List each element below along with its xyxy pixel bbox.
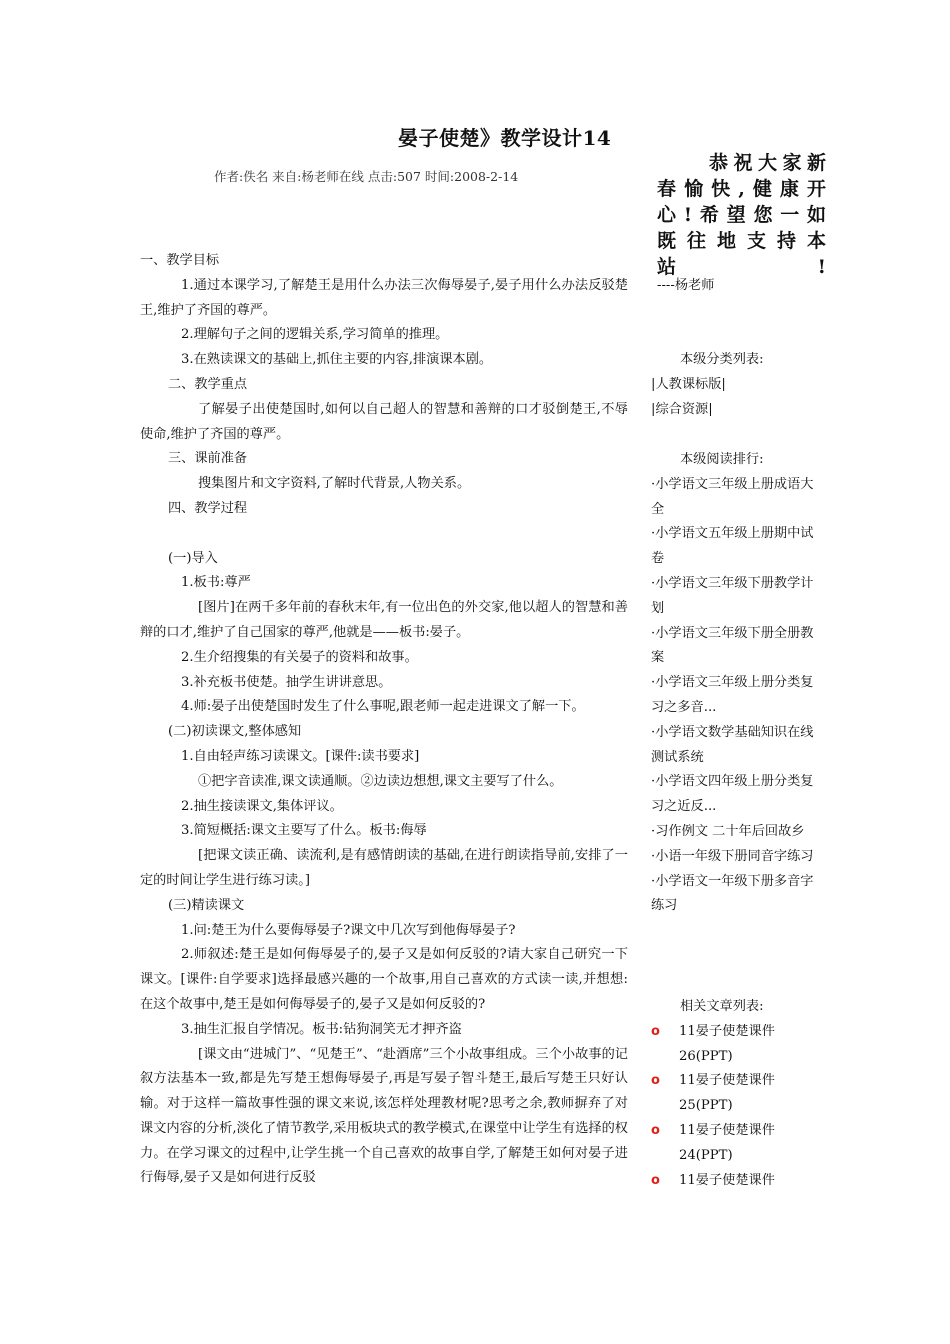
paragraph: 1.通过本课学习,了解楚王是用什么办法三次侮辱晏子,晏子用什么办法反驳楚王,维护了齐国的尊严。 <box>140 277 628 318</box>
section-heading: 三、课前准备 <box>168 451 248 467</box>
related-link[interactable] <box>651 1069 826 1119</box>
bullet-icon: o <box>651 1122 660 1138</box>
ranking-link[interactable]: ·小学语文三年级下册教学计划 <box>651 575 814 616</box>
article-meta: 作者:佚名 来自:杨老师在线 点击:507 时间:2008-2-14 <box>214 169 519 184</box>
paragraph: 4.师:晏子出使楚国时发生了什么事呢,跟老师一起走进课文了解一下。 <box>181 699 585 715</box>
related-link[interactable] <box>651 1119 826 1169</box>
bullet-icon: o <box>651 1073 660 1089</box>
paragraph: 3.简短概括:课文主要写了什么。板书:侮辱 <box>181 823 427 839</box>
section-heading: 二、教学重点 <box>168 376 248 392</box>
related-articles <box>651 995 826 1193</box>
ranking-title: 本级阅读排行: <box>680 452 764 467</box>
paragraph: 1.问:楚王为什么要侮辱晏子?课文中几次写到他侮辱晏子? <box>181 922 516 938</box>
ranking-link[interactable]: ·小学语文五年级上册期中试卷 <box>651 526 814 567</box>
paragraph: 1.自由轻声练习读课文。[课件:读书要求] <box>181 748 420 764</box>
paragraph: 1.板书:尊严 <box>181 575 251 591</box>
related-link-text[interactable]: 11晏子使楚课件25(PPT) <box>679 1073 775 1114</box>
related-title: 相关文章列表: <box>680 999 764 1014</box>
paragraph: ①把字音读准,课文读通顺。②边读边想想,课文主要写了什么。 <box>198 773 563 789</box>
paragraph: 搜集图片和文字资料,了解时代背景,人物关系。 <box>198 476 471 492</box>
paragraph: [课文由“进城门”、“见楚王”、“赴酒席”三个小故事组成。三个小故事的记叙方法基本一致,都是先写楚王想侮辱晏子,再是写晏子智斗楚王,最后写楚王只好认输。对于这样一篇故事性强的课文来说,该怎样处理教材呢?思考之余,教师摒弃了对课文内容的分析,淡化了情节教学,采用板块式的教学模式,在课堂中让学生有选择的权力。在学习课文的过程中,让学生挑一个自己喜欢的故事自学,了解楚王如何对晏子进行侮辱,晏子又是如何进行反驳 <box>140 1046 628 1186</box>
subsection-heading: (二)初读课文,整体感知 <box>168 724 302 740</box>
section-heading: 四、教学过程 <box>168 500 248 516</box>
related-link[interactable] <box>651 1169 826 1194</box>
greeting-line: 站 ! <box>657 256 827 278</box>
bullet-icon: o <box>651 1023 660 1039</box>
reading-ranking <box>651 448 826 919</box>
related-link-text[interactable]: 11晏子使楚课件 <box>679 1172 775 1188</box>
article-body <box>140 249 628 1191</box>
page-title: 晏子使楚》教学设计14 <box>398 126 612 150</box>
related-link-text[interactable]: 11晏子使楚课件24(PPT) <box>679 1122 775 1163</box>
greeting-line: 既往地支持本 <box>657 230 827 252</box>
ranking-link[interactable]: ·小学语文三年级下册全册教案 <box>651 625 814 666</box>
greeting-banner <box>657 150 827 280</box>
paragraph: 了解晏子出使楚国时,如何以自己超人的智慧和善辩的口才驳倒楚王,不辱使命,维护了齐国的尊严。 <box>140 401 628 442</box>
bullet-icon: o <box>651 1172 660 1188</box>
paragraph: 3.抽生汇报自学情况。板书:钻狗洞笑无才押齐盗 <box>181 1021 462 1037</box>
subsection-heading: (一)导入 <box>168 550 218 566</box>
ranking-link[interactable]: ·小语一年级下册同音字练习 <box>651 848 814 864</box>
greeting-signature: ----杨老师 <box>657 278 715 293</box>
category-list-title: 本级分类列表: <box>680 352 764 367</box>
category-list <box>651 348 826 422</box>
greeting-line: 心!希望您一如 <box>657 204 827 226</box>
section-heading: 一、教学目标 <box>140 253 220 268</box>
subsection-heading: (三)精读课文 <box>168 897 245 913</box>
paragraph: [图片]在两千多年前的春秋末年,有一位出色的外交家,他以超人的智慧和善辩的口才,维护了自己国家的尊严,他就是——板书:晏子。 <box>140 600 628 640</box>
paragraph: 3.在熟读课文的基础上,抓住主要的内容,排演课本剧。 <box>181 352 493 368</box>
greeting-line: 恭祝大家新 <box>709 152 827 174</box>
related-link-text[interactable]: 11晏子使楚课件26(PPT) <box>679 1023 775 1064</box>
ranking-link[interactable]: ·小学语文一年级下册多音字练习 <box>651 873 814 914</box>
paragraph: 2.生介绍搜集的有关晏子的资料和故事。 <box>181 649 418 665</box>
paragraph: 2.师叙述:楚王是如何侮辱晏子的,晏子又是如何反驳的?请大家自己研究一下课文。[课件:自学要求]选择最感兴趣的一个故事,用自己喜欢的方式读一读,并想想:在这个故事中,楚王是如何侮辱晏子的,晏子又是如何反驳的? <box>140 947 628 1012</box>
ranking-link[interactable]: ·小学语文三年级上册成语大全 <box>651 476 814 517</box>
related-link[interactable] <box>651 1020 826 1070</box>
ranking-link[interactable]: ·小学语文四年级上册分类复习之近反... <box>651 774 814 815</box>
category-link[interactable]: |人教课标版| <box>651 376 726 392</box>
category-link[interactable]: |综合资源| <box>651 401 713 417</box>
paragraph: 2.理解句子之间的逻辑关系,学习简单的推理。 <box>181 327 449 343</box>
greeting-line: 春愉快,健康开 <box>657 178 827 200</box>
paragraph: 3.补充板书使楚。抽学生讲讲意思。 <box>181 674 392 690</box>
ranking-link[interactable]: ·小学语文三年级上册分类复习之多音... <box>651 675 814 715</box>
paragraph: 2.抽生接读课文,集体评议。 <box>181 798 343 814</box>
ranking-link[interactable]: ·习作例文 二十年后回故乡 <box>651 823 805 839</box>
ranking-link[interactable]: ·小学语文数学基础知识在线测试系统 <box>651 724 814 765</box>
paragraph: [把课文读正确、读流利,是有感情朗读的基础,在进行朗读指导前,安排了一定的时间让学生进行练习读。] <box>140 848 628 888</box>
